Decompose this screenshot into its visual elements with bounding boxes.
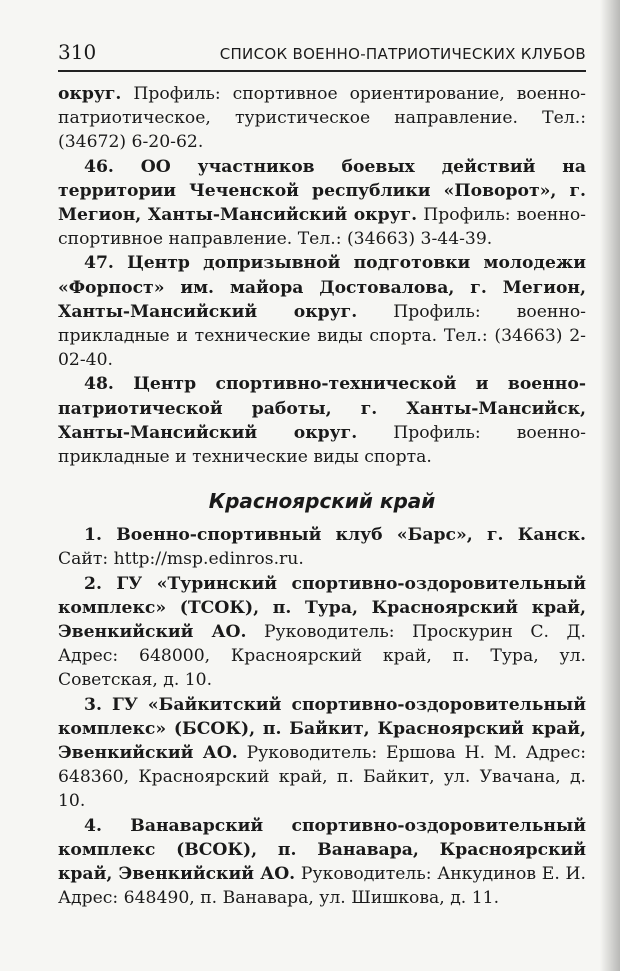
entry-text: Профиль: военно-прикладные и технические виды спорта. Тел.: (34663) 2-02-40. <box>58 301 586 371</box>
running-title: СПИСОК ВОЕННО-ПАТРИОТИЧЕСКИХ КЛУБОВ <box>219 45 586 63</box>
entry-46 <box>58 155 586 252</box>
entry-bold: 48. Центр спортивно-технической и военно-патриотической работы, г. Ханты-Мансийск, Ханты-Мансийский округ. <box>58 374 586 443</box>
section-entry-4 <box>58 814 586 911</box>
section-entry-3 <box>58 693 586 814</box>
entry-text: Профиль: военно-спортивное направление. Тел.: (34663) 3-44-39. <box>58 205 586 250</box>
entry-text: Сайт: http://msp.edinros.ru. <box>58 549 304 570</box>
entry-bold: 46. ОО участников боевых действий на территории Чеченской республики «Поворот», г. Мегион, Ханты-Мансийский округ. <box>58 156 586 226</box>
entry-bold: 1. Военно-спортивный клуб «Барс», г. Канск. <box>84 525 586 546</box>
entry-bold: округ. <box>58 84 122 104</box>
entry-text: Руководитель: Анкудинов Е. И. Адрес: 648490, п. Ванавара, ул. Шишкова, д. 11. <box>58 864 586 909</box>
section-heading: Красноярский край <box>208 489 436 514</box>
entry-text: Профиль: военно-прикладные и технические виды спорта. <box>58 422 586 468</box>
section-entry-1 <box>58 523 586 571</box>
entry-47 <box>58 251 586 372</box>
entry-bold: 2. ГУ «Туринский спортивно-оздоровительный комплекс» (ТСОК), п. Тура, Красноярский край, Эвенкийский АО. <box>58 573 586 643</box>
entry-text: Руководитель: Ершова Н. М. Адрес: 648360, Красноярский край, п. Байкит, ул. Увачана, д. 10. <box>58 743 586 812</box>
page-spine-shadow <box>600 0 620 971</box>
continuation-paragraph <box>58 82 586 155</box>
entry-text: Профиль: спортивное ориентирование, военно-патриотическое, туристическое направление. Тел.: (34672) 6-20-62. <box>58 84 586 153</box>
entry-text: Руководитель: Проскурин С. Д. Адрес: 648000, Красноярский край, п. Тура, ул. Советская, д. 10. <box>58 622 586 691</box>
entry-bold: 3. ГУ «Байкитский спортивно-оздоровительный комплекс» (БСОК), п. Байкит, Красноярский край, Эвенкийский АО. <box>58 694 586 764</box>
entry-bold: 47. Центр допризывной подготовки молодежи «Форпост» им. майора Достовалова, г. Мегион, Ханты-Мансийский округ. <box>58 253 586 322</box>
page-number: 310 <box>58 40 97 64</box>
section-entry-2 <box>58 572 586 693</box>
entry-48 <box>58 372 586 469</box>
page-header <box>58 40 586 72</box>
entry-bold: 4. Ванаварский спортивно-оздоровительный комплекс (ВСОК), п. Ванавара, Красноярский край, Эвенкийский АО. <box>58 815 586 885</box>
